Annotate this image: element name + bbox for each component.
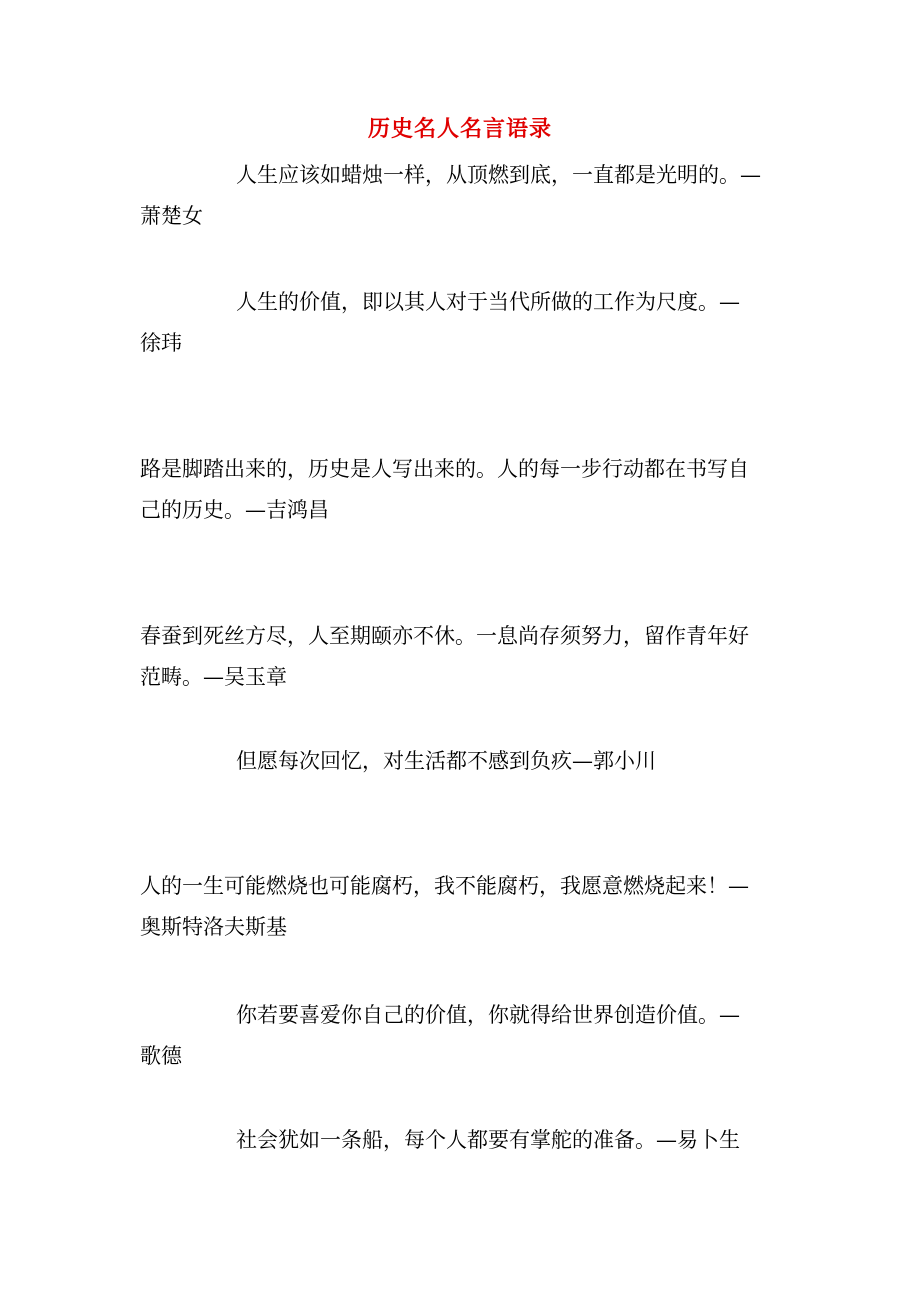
quote-7-line-1: 你若要喜爱你自己的价值，你就得给世界创造价值。— — [236, 1003, 740, 1027]
quote-4-line-2: 范畴。—吴玉章 — [140, 665, 287, 689]
quote-1 — [140, 155, 780, 237]
quote-4 — [140, 616, 780, 698]
quote-2-line-2: 徐玮 — [140, 331, 182, 355]
quote-3-line-2: 己的历史。—吉鸿昌 — [140, 498, 329, 522]
quote-8 — [140, 1120, 780, 1161]
quote-5 — [140, 741, 780, 782]
quote-6-line-2: 奥斯特洛夫斯基 — [140, 915, 287, 939]
quote-4-line-1: 春蚕到死丝方尽，人至期颐亦不休。一息尚存须努力，留作青年好 — [140, 624, 749, 648]
quote-2-line-1: 人生的价值，即以其人对于当代所做的工作为尺度。— — [236, 290, 740, 314]
quote-2 — [140, 282, 780, 364]
quote-1-line-1: 人生应该如蜡烛一样，从顶燃到底，一直都是光明的。— — [236, 163, 761, 187]
quote-5-line-1: 但愿每次回忆，对生活都不感到负疚—郭小川 — [236, 749, 656, 773]
document-title: 历史名人名言语录 — [367, 116, 552, 142]
quote-7 — [140, 995, 780, 1077]
quote-3-line-1: 路是脚踏出来的，历史是人写出来的。人的每一步行动都在书写自 — [140, 457, 749, 481]
quote-1-line-2: 萧楚女 — [140, 204, 203, 228]
quote-6 — [140, 866, 780, 948]
quote-7-line-2: 歌德 — [140, 1044, 182, 1068]
quote-6-line-1: 人的一生可能燃烧也可能腐朽，我不能腐朽，我愿意燃烧起来！— — [140, 874, 749, 898]
quote-8-line-1: 社会犹如一条船，每个人都要有掌舵的准备。—易卜生 — [236, 1128, 740, 1152]
quote-3 — [140, 449, 780, 531]
